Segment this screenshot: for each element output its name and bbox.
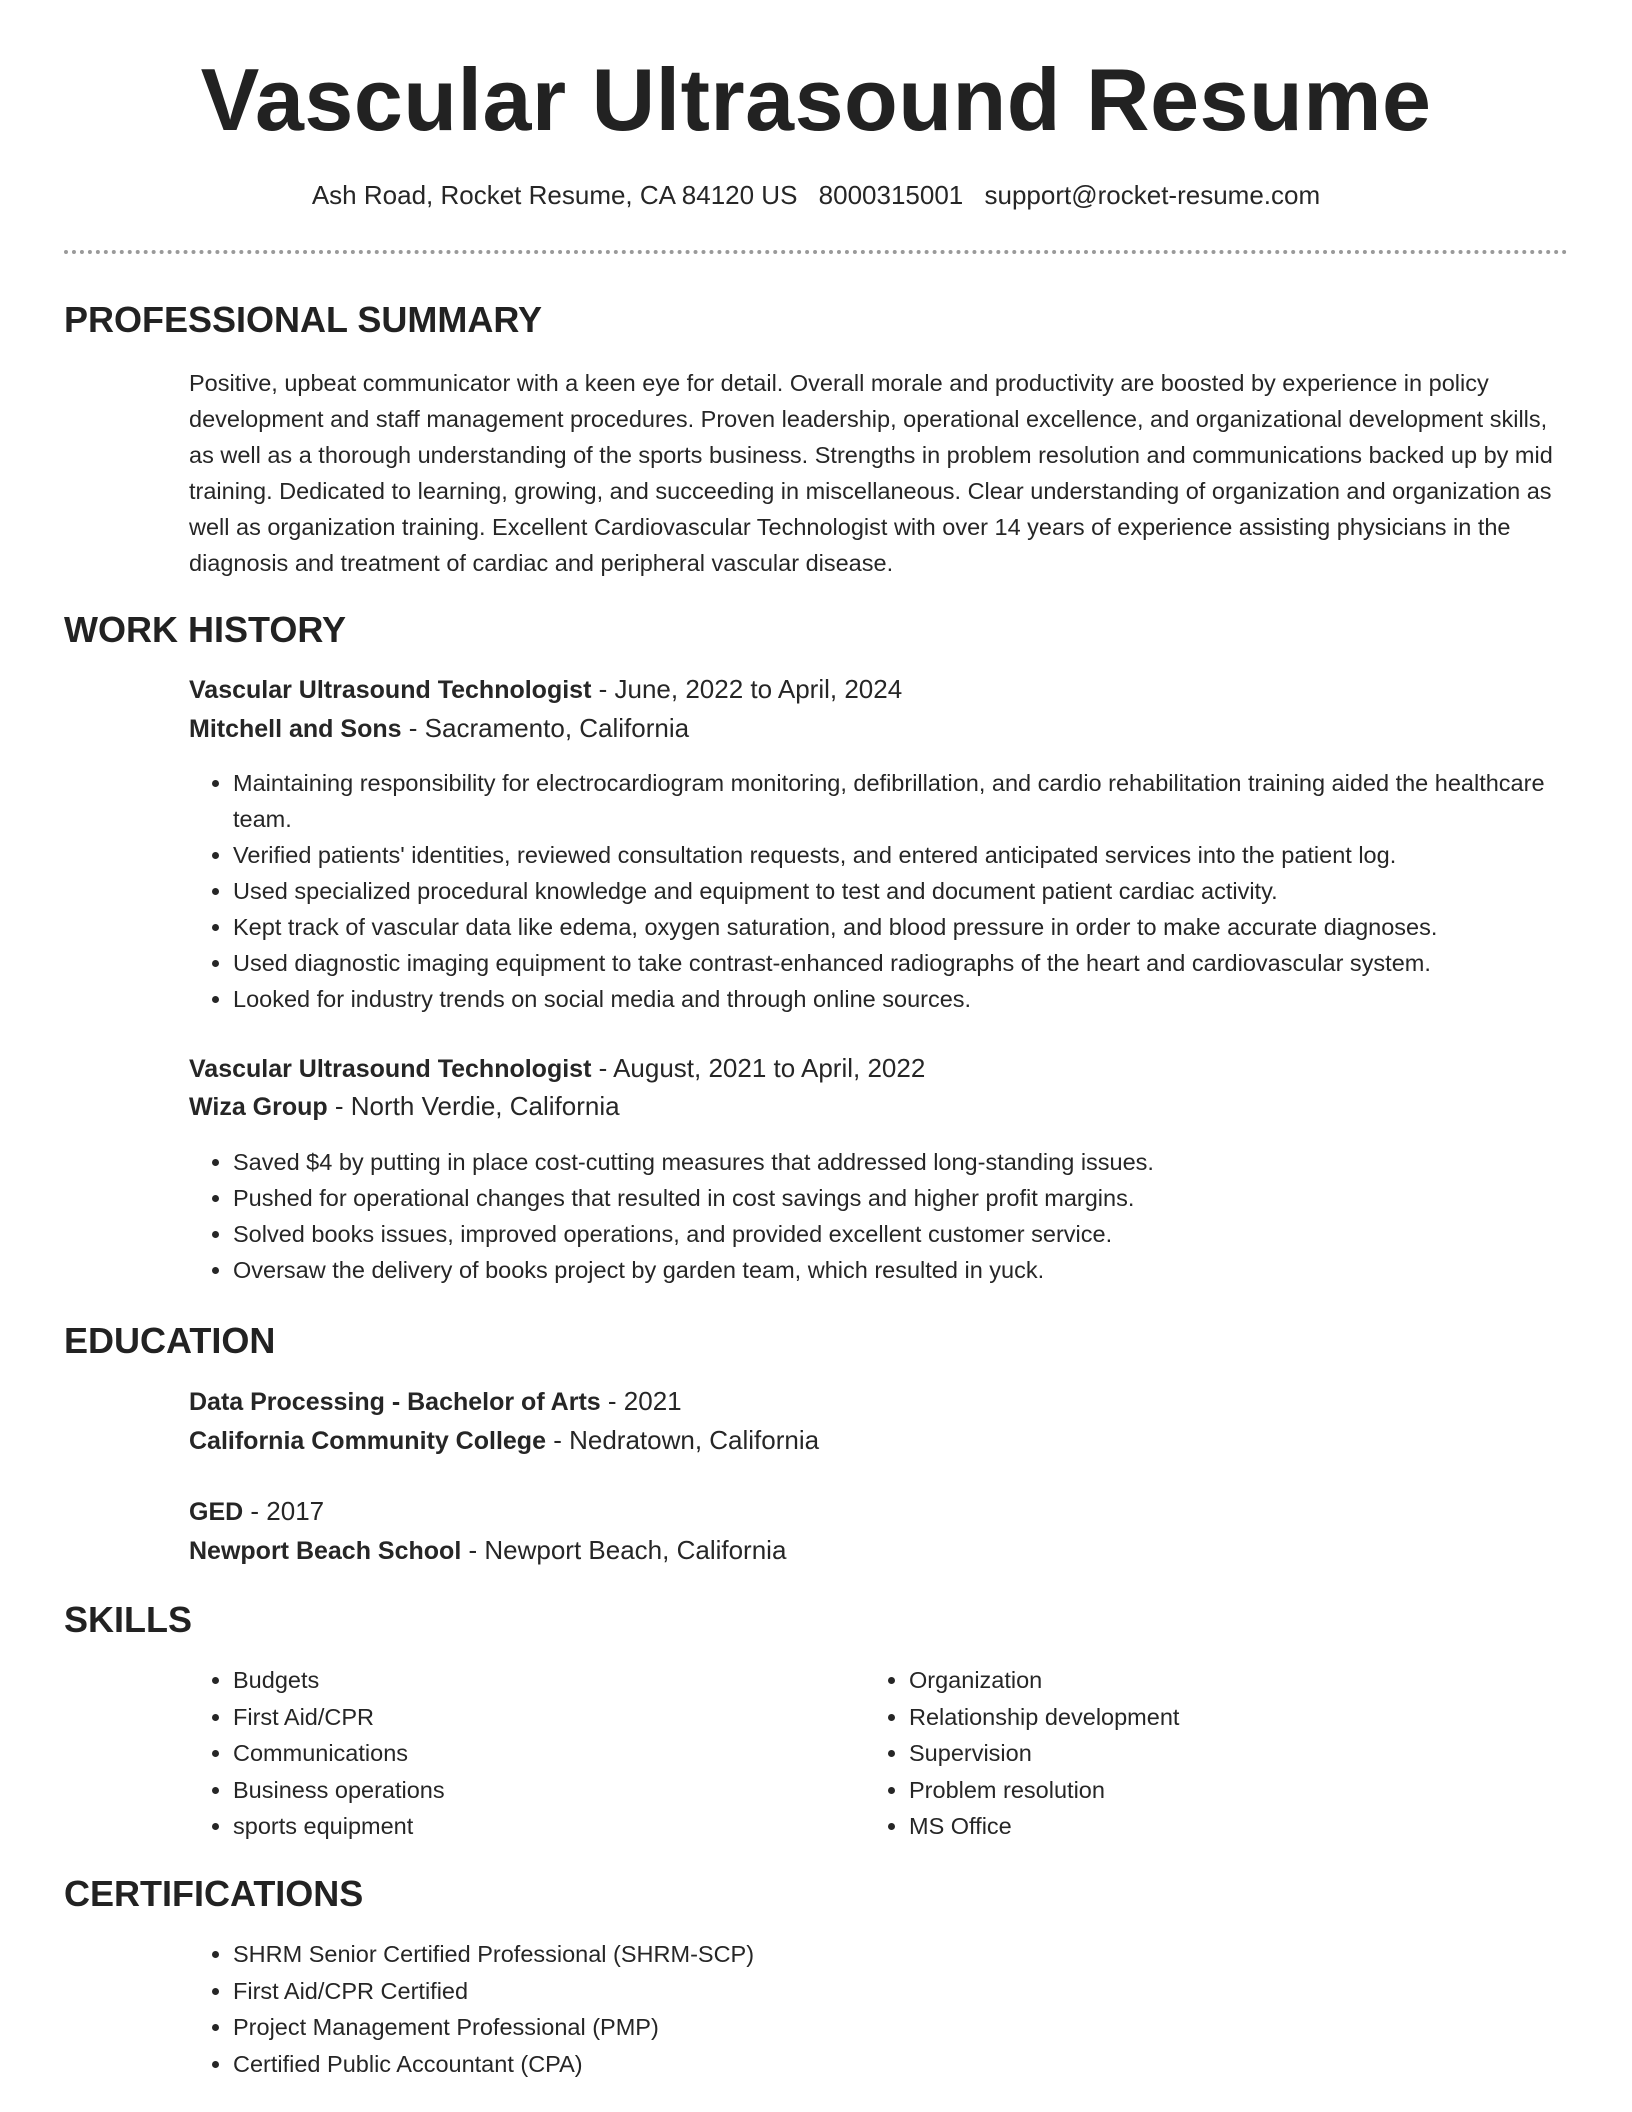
certification-item: • Project Management Professional (PMP) — [233, 2009, 1433, 2046]
job-1-title-line — [189, 674, 902, 705]
education-year: - 2021 — [600, 1386, 682, 1416]
skill-item: • Supervision — [909, 1735, 1529, 1772]
job-1-company-line — [189, 713, 689, 744]
section-title-work-history: WORK HISTORY — [64, 609, 347, 650]
job-location: - Sacramento, California — [401, 713, 690, 743]
contact-address: Ash Road, Rocket Resume, CA 84120 US — [311, 180, 798, 210]
education-1-school-line — [189, 1425, 819, 1456]
certification-item: • First Aid/CPR Certified — [233, 1973, 1433, 2010]
list-item: • Kept track of vascular data like edema, oxygen saturation, and blood pressure in order to make accurate diagnoses. — [233, 909, 1593, 945]
certification-item: • SHRM Senior Certified Professional (SHRM-SCP) — [233, 1936, 1433, 1973]
job-company: Mitchell and Sons — [189, 715, 402, 743]
job-location: - North Verdie, California — [327, 1091, 620, 1121]
job-company: Wiza Group — [189, 1093, 328, 1121]
skills-right-column — [865, 1662, 1529, 1845]
job-2-bullets — [189, 1144, 1593, 1288]
education-degree: Data Processing - Bachelor of Arts — [189, 1388, 601, 1416]
header-divider — [64, 250, 1568, 254]
contact-email: support@rocket-resume.com — [984, 180, 1321, 210]
resume-title: Vascular Ultrasound Resume — [200, 50, 1432, 149]
section-title-summary: PROFESSIONAL SUMMARY — [64, 299, 543, 340]
list-item: • Used specialized procedural knowledge and equipment to test and document patient cardiac activity. — [233, 873, 1593, 909]
skill-item: • Business operations — [233, 1772, 853, 1809]
list-item: • Used diagnostic imaging equipment to take contrast-enhanced radiographs of the heart and cardiovascular system. — [233, 945, 1593, 981]
list-item: • Looked for industry trends on social media and through online sources. — [233, 981, 1593, 1017]
skill-item: • sports equipment — [233, 1808, 853, 1845]
section-title-certifications: CERTIFICATIONS — [64, 1873, 364, 1914]
job-2-company-line — [189, 1091, 620, 1122]
job-title: Vascular Ultrasound Technologist — [189, 676, 592, 704]
skills-left-column — [189, 1662, 853, 1845]
skill-item: • Communications — [233, 1735, 853, 1772]
section-title-skills: SKILLS — [64, 1599, 193, 1640]
education-year: - 2017 — [243, 1496, 325, 1526]
education-school: California Community College — [189, 1427, 546, 1455]
skill-item: • MS Office — [909, 1808, 1529, 1845]
education-location: - Nedratown, California — [545, 1425, 820, 1455]
skill-item: • Relationship development — [909, 1699, 1529, 1736]
list-item: • Solved books issues, improved operations, and provided excellent customer service. — [233, 1216, 1593, 1252]
list-item: • Verified patients' identities, reviewed consultation requests, and entered anticipated services into the patient log. — [233, 837, 1593, 873]
list-item: • Saved $4 by putting in place cost-cutting measures that addressed long-standing issues. — [233, 1144, 1593, 1180]
education-degree: GED — [189, 1498, 244, 1526]
section-title-education: EDUCATION — [64, 1320, 276, 1361]
list-item: • Pushed for operational changes that resulted in cost savings and higher profit margins. — [233, 1180, 1593, 1216]
skill-item: • Budgets — [233, 1662, 853, 1699]
skill-item: • Organization — [909, 1662, 1529, 1699]
job-2-title-line — [189, 1053, 925, 1084]
job-dates: - August, 2021 to April, 2022 — [591, 1053, 926, 1083]
education-2-school-line — [189, 1535, 786, 1566]
contact-phone: 8000315001 — [818, 180, 964, 210]
education-location: - Newport Beach, California — [461, 1535, 787, 1565]
list-item: • Maintaining responsibility for electrocardiogram monitoring, defibrillation, and cardio rehabilitation training aided the healthcare team. — [233, 765, 1593, 837]
certification-item: • Certified Public Accountant (CPA) — [233, 2046, 1433, 2083]
certifications-list — [189, 1936, 1433, 2082]
skill-item: • First Aid/CPR — [233, 1699, 853, 1736]
skill-item: • Problem resolution — [909, 1772, 1529, 1809]
list-item: • Oversaw the delivery of books project by garden team, which resulted in yuck. — [233, 1252, 1593, 1288]
education-2-degree-line — [189, 1496, 324, 1527]
education-school: Newport Beach School — [189, 1537, 462, 1565]
summary-text: Positive, upbeat communicator with a keen eye for detail. Overall morale and productivity are boosted by experience in policy development and staff management procedures. Proven leadership, operational excellence, and organizational development skills, as well as a thorough understanding of the sports business. Strengths in problem resolution and communications backed up by mid training. Dedicated to learning, growing, and succeeding in miscellaneous. Clear understanding of organization and organization as well as organization training. Excellent Cardiovascular Technologist with over 14 years of experience assisting physicians in the diagnosis and treatment of cardiac and peripheral vascular disease. — [189, 370, 1553, 576]
job-dates: - June, 2022 to April, 2024 — [591, 674, 903, 704]
job-title: Vascular Ultrasound Technologist — [189, 1055, 592, 1083]
job-1-bullets — [189, 765, 1593, 1017]
contact-line — [0, 180, 1632, 211]
education-1-degree-line — [189, 1386, 682, 1417]
